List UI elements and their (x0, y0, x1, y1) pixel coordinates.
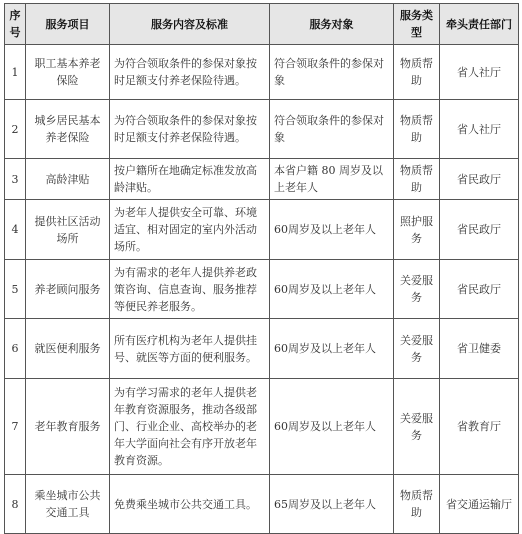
header-no: 序号 (5, 4, 26, 45)
cell-content: 免费乘坐城市公共交通工具。 (110, 475, 270, 534)
cell-dept: 省教育厅 (440, 379, 519, 475)
cell-type: 物质帮助 (394, 45, 440, 100)
cell-type: 物质帮助 (394, 159, 440, 200)
table-row (5, 159, 519, 200)
cell-dept: 省民政厅 (440, 260, 519, 319)
cell-target: 本省户籍 80 周岁及以上老年人 (270, 159, 394, 200)
cell-dept: 省民政厅 (440, 159, 519, 200)
cell-content: 为有需求的老年人提供养老政策咨询、信息查询、服务推荐等便民养老服务。 (110, 260, 270, 319)
cell-item: 就医便利服务 (26, 319, 110, 379)
table-header-row (5, 4, 519, 45)
table-row (5, 379, 519, 475)
cell-type: 关爱服务 (394, 319, 440, 379)
cell-target: 60周岁及以上老年人 (270, 319, 394, 379)
table-row (5, 45, 519, 100)
cell-no: 1 (5, 45, 26, 100)
cell-no: 4 (5, 200, 26, 260)
cell-item: 乘坐城市公共交通工具 (26, 475, 110, 534)
cell-dept: 省交通运输厅 (440, 475, 519, 534)
elderly-services-table (4, 3, 519, 534)
cell-type: 物质帮助 (394, 100, 440, 159)
table-row (5, 475, 519, 534)
cell-no: 7 (5, 379, 26, 475)
cell-item: 高龄津贴 (26, 159, 110, 200)
cell-item: 养老顾问服务 (26, 260, 110, 319)
cell-content: 为老年人提供安全可靠、环境适宜、相对固定的室内外活动场所。 (110, 200, 270, 260)
cell-content: 所有医疗机构为老年人提供挂号、就医等方面的便利服务。 (110, 319, 270, 379)
cell-dept: 省人社厅 (440, 45, 519, 100)
cell-type: 关爱服务 (394, 379, 440, 475)
cell-content: 为有学习需求的老年人提供老年教育资源服务，推动各级部门、行业企业、高校举办的老年大学面向社会有序开放老年教育资源。 (110, 379, 270, 475)
header-type: 服务类型 (394, 4, 440, 45)
cell-dept: 省卫健委 (440, 319, 519, 379)
header-target: 服务对象 (270, 4, 394, 45)
header-content: 服务内容及标准 (110, 4, 270, 45)
cell-item: 提供社区活动场所 (26, 200, 110, 260)
cell-no: 3 (5, 159, 26, 200)
cell-target: 60周岁及以上老年人 (270, 260, 394, 319)
cell-no: 6 (5, 319, 26, 379)
cell-content: 按户籍所在地确定标准发放高龄津贴。 (110, 159, 270, 200)
cell-item: 职工基本养老保险 (26, 45, 110, 100)
cell-target: 60周岁及以上老年人 (270, 379, 394, 475)
cell-type: 照护服务 (394, 200, 440, 260)
header-dept: 牵头责任部门 (440, 4, 519, 45)
table-row (5, 260, 519, 319)
cell-type: 物质帮助 (394, 475, 440, 534)
cell-content: 为符合领取条件的参保对象按时足额支付养老保险待遇。 (110, 45, 270, 100)
cell-item: 城乡居民基本养老保险 (26, 100, 110, 159)
cell-type: 关爱服务 (394, 260, 440, 319)
cell-dept: 省人社厅 (440, 100, 519, 159)
cell-dept: 省民政厅 (440, 200, 519, 260)
cell-no: 2 (5, 100, 26, 159)
cell-target: 符合领取条件的参保对象 (270, 45, 394, 100)
cell-target: 符合领取条件的参保对象 (270, 100, 394, 159)
table-row (5, 319, 519, 379)
header-item: 服务项目 (26, 4, 110, 45)
table-row (5, 200, 519, 260)
table-row (5, 100, 519, 159)
cell-content: 为符合领取条件的参保对象按时足额支付养老保险待遇。 (110, 100, 270, 159)
cell-target: 65周岁及以上老年人 (270, 475, 394, 534)
cell-item: 老年教育服务 (26, 379, 110, 475)
cell-no: 8 (5, 475, 26, 534)
cell-no: 5 (5, 260, 26, 319)
cell-target: 60周岁及以上老年人 (270, 200, 394, 260)
